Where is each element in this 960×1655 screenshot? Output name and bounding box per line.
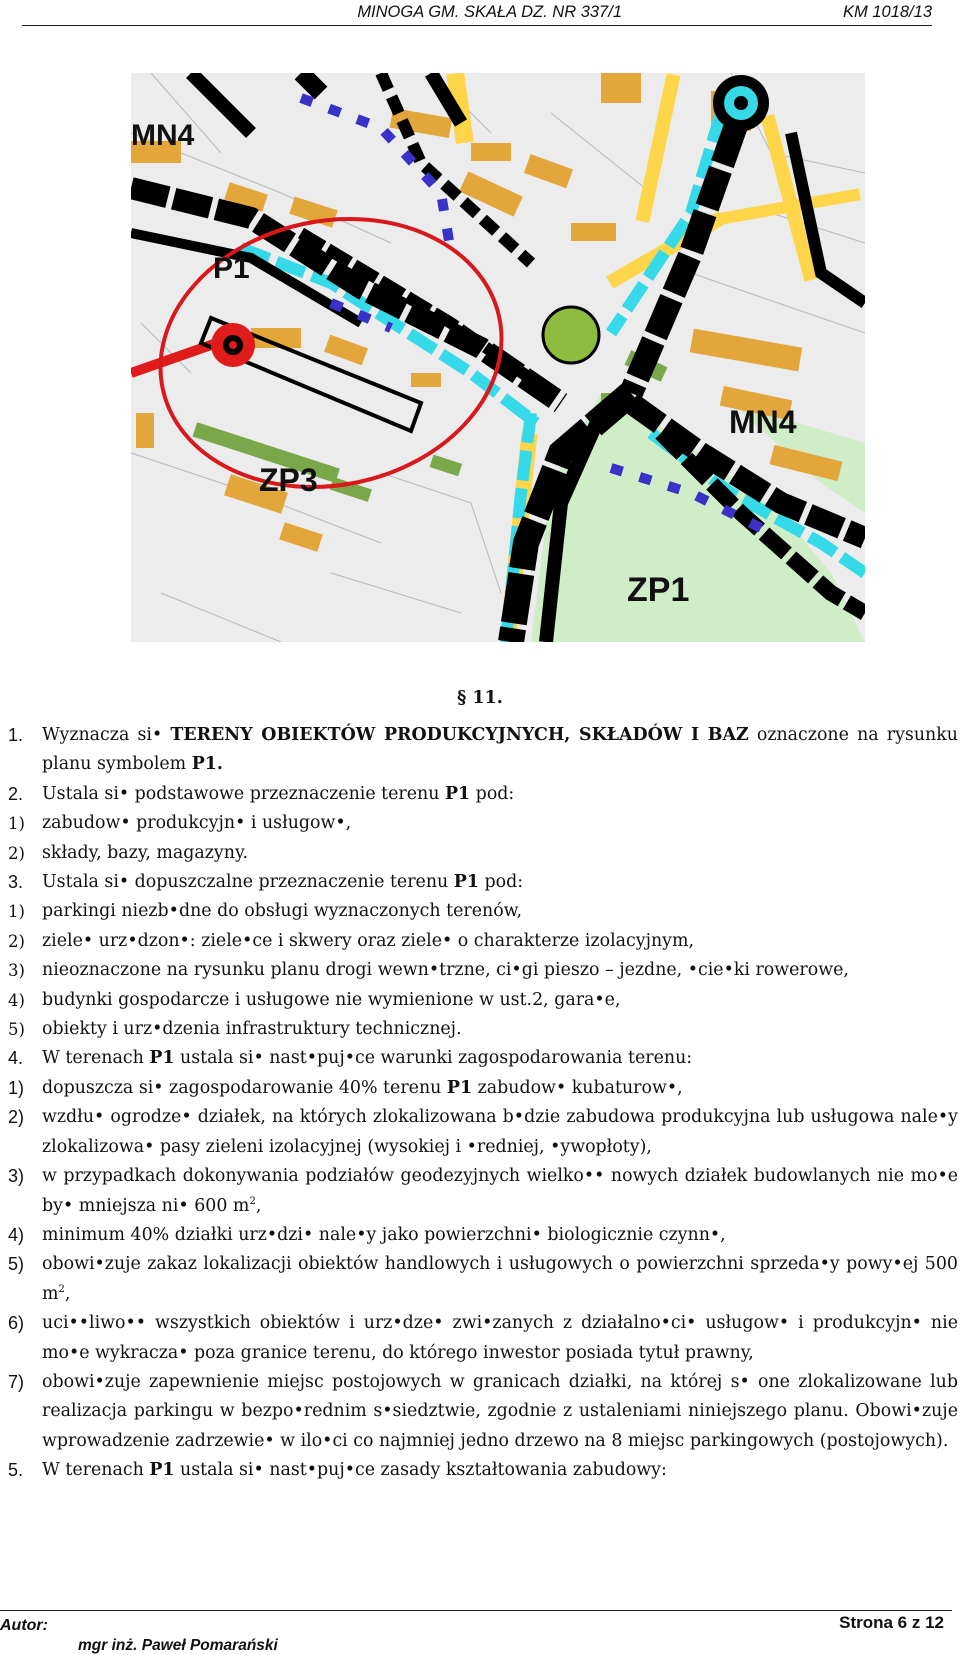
item-text-pre: Ustala si• podstawowe przeznaczenie terenu bbox=[42, 783, 445, 804]
list-item bbox=[8, 721, 958, 780]
list-item bbox=[8, 839, 958, 868]
item-text bbox=[42, 1250, 958, 1309]
item-text bbox=[42, 868, 958, 897]
label-p1: P1 bbox=[213, 252, 250, 285]
item-number: 4) bbox=[8, 990, 25, 1010]
item-number: 6) bbox=[8, 1313, 25, 1334]
author-name: mgr inż. Paweł Pomarański bbox=[78, 1637, 278, 1654]
item-text bbox=[42, 1309, 958, 1368]
item-text-pre: W terenach bbox=[42, 1460, 150, 1481]
item-number: 2) bbox=[8, 931, 25, 951]
item-text-text: składy, bazy, magazyny. bbox=[42, 842, 248, 863]
page-footer bbox=[0, 1610, 952, 1654]
list-item bbox=[8, 1044, 958, 1073]
section-heading bbox=[0, 688, 960, 708]
list-item bbox=[8, 1162, 958, 1221]
item-number: 3) bbox=[8, 1166, 25, 1187]
item-text-bold2: P1. bbox=[191, 754, 223, 775]
label-zp3: ZP3 bbox=[259, 462, 318, 498]
item-text-text: obowi•zuje zakaz lokalizacji obiektów handlowych i usługowych o powierzchni sprzeda•y powy•ej 500 m bbox=[42, 1254, 958, 1304]
list-item bbox=[8, 780, 958, 809]
item-text-bold: P1 bbox=[149, 1460, 175, 1481]
list-item bbox=[8, 1456, 958, 1485]
item-text bbox=[42, 1456, 958, 1485]
list-item bbox=[8, 809, 958, 838]
item-text-text: w przypadkach dokonywania podziałów geodezyjnych wielko•• nowych działek budowlanych nie mo•e by• mniejsza ni• 600 m bbox=[42, 1166, 958, 1216]
item-number: 4. bbox=[8, 1048, 24, 1069]
item-text-post: ustala si• nast•puj•ce zasady kształtowania zabudowy: bbox=[174, 1460, 667, 1481]
item-number: 3. bbox=[8, 872, 24, 893]
item-text bbox=[42, 927, 958, 956]
item-text bbox=[42, 780, 958, 809]
item-text-pre: Ustala si• dopuszczalne przeznaczenie terenu bbox=[42, 872, 454, 893]
item-text bbox=[42, 809, 958, 838]
item-text-after: , bbox=[64, 1283, 71, 1304]
item-number: 1) bbox=[8, 1077, 25, 1098]
item-text-text: ziele• urz•dzon•: ziele•ce i skwery oraz ziele• o charakterze izolacyjnym, bbox=[42, 930, 695, 951]
page-header bbox=[22, 0, 932, 26]
item-text bbox=[42, 1162, 958, 1221]
item-number: 7) bbox=[8, 1371, 25, 1392]
item-text-bold: P1 bbox=[444, 783, 471, 804]
item-text-sup: 2 bbox=[249, 1195, 256, 1207]
item-text bbox=[42, 839, 958, 868]
item-text-post: zabudow• kubaturow•, bbox=[472, 1077, 683, 1098]
item-text-after: , bbox=[255, 1195, 262, 1216]
item-text bbox=[42, 1221, 958, 1250]
item-text-text: minimum 40% działki urz•dzi• nale•y jako powierzchni• biologicznie czynn•, bbox=[42, 1224, 726, 1245]
list-item bbox=[8, 1074, 958, 1103]
item-number: 1) bbox=[8, 902, 25, 922]
item-text bbox=[42, 1015, 958, 1044]
item-text bbox=[42, 1368, 958, 1456]
item-text-sup: 2 bbox=[58, 1283, 65, 1295]
header-ref: KM 1018/13 bbox=[843, 3, 932, 21]
item-number: 5. bbox=[8, 1460, 24, 1481]
author-label: Autor: bbox=[0, 1617, 48, 1634]
page-number: Strona 6 z 12 bbox=[839, 1613, 944, 1632]
label-mn4-top: MN4 bbox=[131, 119, 195, 152]
item-text-pre: dopuszcza si• zagospodarowanie 40% terenu bbox=[42, 1077, 447, 1098]
item-text bbox=[42, 1103, 958, 1162]
item-text-text: wzdłu• ogrodze• działek, na których zlokalizowana b•dzie zabudowa produkcyjna lub usługowa nale•y zlokalizowa• pasy zieleni izolacyjnej (wysokiej i •redniej, •ywopłoty), bbox=[42, 1107, 958, 1157]
list-item bbox=[8, 1250, 958, 1309]
item-text-bold: P1 bbox=[446, 1077, 473, 1098]
plan-map bbox=[131, 73, 865, 642]
item-text-text: zabudow• produkcyjn• i usługow•, bbox=[42, 813, 352, 834]
list-item bbox=[8, 1221, 958, 1250]
item-number: 2) bbox=[8, 1107, 25, 1128]
item-number: 4) bbox=[8, 1224, 25, 1245]
list-item bbox=[8, 897, 958, 926]
list-item bbox=[8, 1368, 958, 1456]
item-text-post: oznaczone na rysunku planu symbolem bbox=[42, 725, 958, 775]
item-text-post: ustala si• nast•puj•ce warunki zagospodarowania terenu: bbox=[174, 1048, 693, 1069]
item-text-text: obiekty i urz•dzenia infrastruktury technicznej. bbox=[42, 1019, 462, 1040]
item-text-text: parkingi niezb•dne do obsługi wyznaczonych terenów, bbox=[42, 901, 523, 922]
document-body bbox=[8, 721, 958, 1486]
item-number: 2) bbox=[8, 843, 25, 863]
item-text-text: nieoznaczone na rysunku planu drogi wewn•trzne, ci•gi pieszo – jezdne, •cie•ki rowerowe, bbox=[42, 960, 849, 981]
list-item bbox=[8, 1015, 958, 1044]
item-text-bold: P1 bbox=[453, 872, 479, 893]
list-item bbox=[8, 986, 958, 1015]
label-mn4-right: MN4 bbox=[729, 404, 797, 440]
plan-map-drawing bbox=[131, 73, 865, 642]
item-number: 5) bbox=[8, 1020, 25, 1040]
item-text-bold: P1 bbox=[149, 1048, 175, 1069]
item-text bbox=[42, 1074, 958, 1103]
list-item bbox=[8, 1103, 958, 1162]
item-text bbox=[42, 986, 958, 1015]
item-text-pre: Wyznacza si• bbox=[42, 725, 171, 745]
item-text-bold: TERENY OBIEKTÓW PRODUKCYJNYCH, SKŁADÓW I BAZ bbox=[170, 725, 749, 745]
header-title: MINOGA GM. SKAŁA DZ. NR 337/1 bbox=[357, 3, 622, 21]
item-number: 5) bbox=[8, 1254, 25, 1275]
item-number: 2. bbox=[8, 783, 24, 804]
item-text bbox=[42, 897, 958, 926]
item-text bbox=[42, 1044, 958, 1073]
section-title: § 11. bbox=[457, 688, 503, 708]
item-number: 1) bbox=[8, 814, 25, 834]
item-text bbox=[42, 721, 958, 780]
item-text-text: obowi•zuje zapewnienie miejsc postojowych w granicach działki, na której s• one zlokalizowane lub realizacja parkingu w bezpo•rednim s•siedztwie, zgodnie z ustaleniami niniejszego planu. Obowi•zuje wprowadzenie zadrzewie• w ilo•ci co najmniej jedno drzewo na 8 miejsc parkingowych (postojowych). bbox=[42, 1371, 958, 1451]
label-zp1: ZP1 bbox=[627, 571, 690, 609]
item-number: 3) bbox=[8, 961, 25, 981]
list-item bbox=[8, 956, 958, 985]
item-text bbox=[42, 956, 958, 985]
list-item bbox=[8, 927, 958, 956]
item-text-post: pod: bbox=[470, 783, 515, 804]
item-number: 1. bbox=[8, 725, 24, 745]
item-text-post: pod: bbox=[478, 872, 524, 893]
list-item bbox=[8, 1309, 958, 1368]
item-text-text: budynki gospodarcze i usługowe nie wymienione w ust.2, gara•e, bbox=[42, 989, 621, 1010]
item-text-pre: W terenach bbox=[42, 1048, 150, 1069]
list-item bbox=[8, 868, 958, 897]
item-text-text: uci••liwo•• wszystkich obiektów i urz•dze• zwi•zanych z działalno•ci• usługow• i produkcyjn• nie mo•e wykracza• poza granice terenu, do którego inwestor posiada tytuł prawny, bbox=[42, 1313, 958, 1363]
